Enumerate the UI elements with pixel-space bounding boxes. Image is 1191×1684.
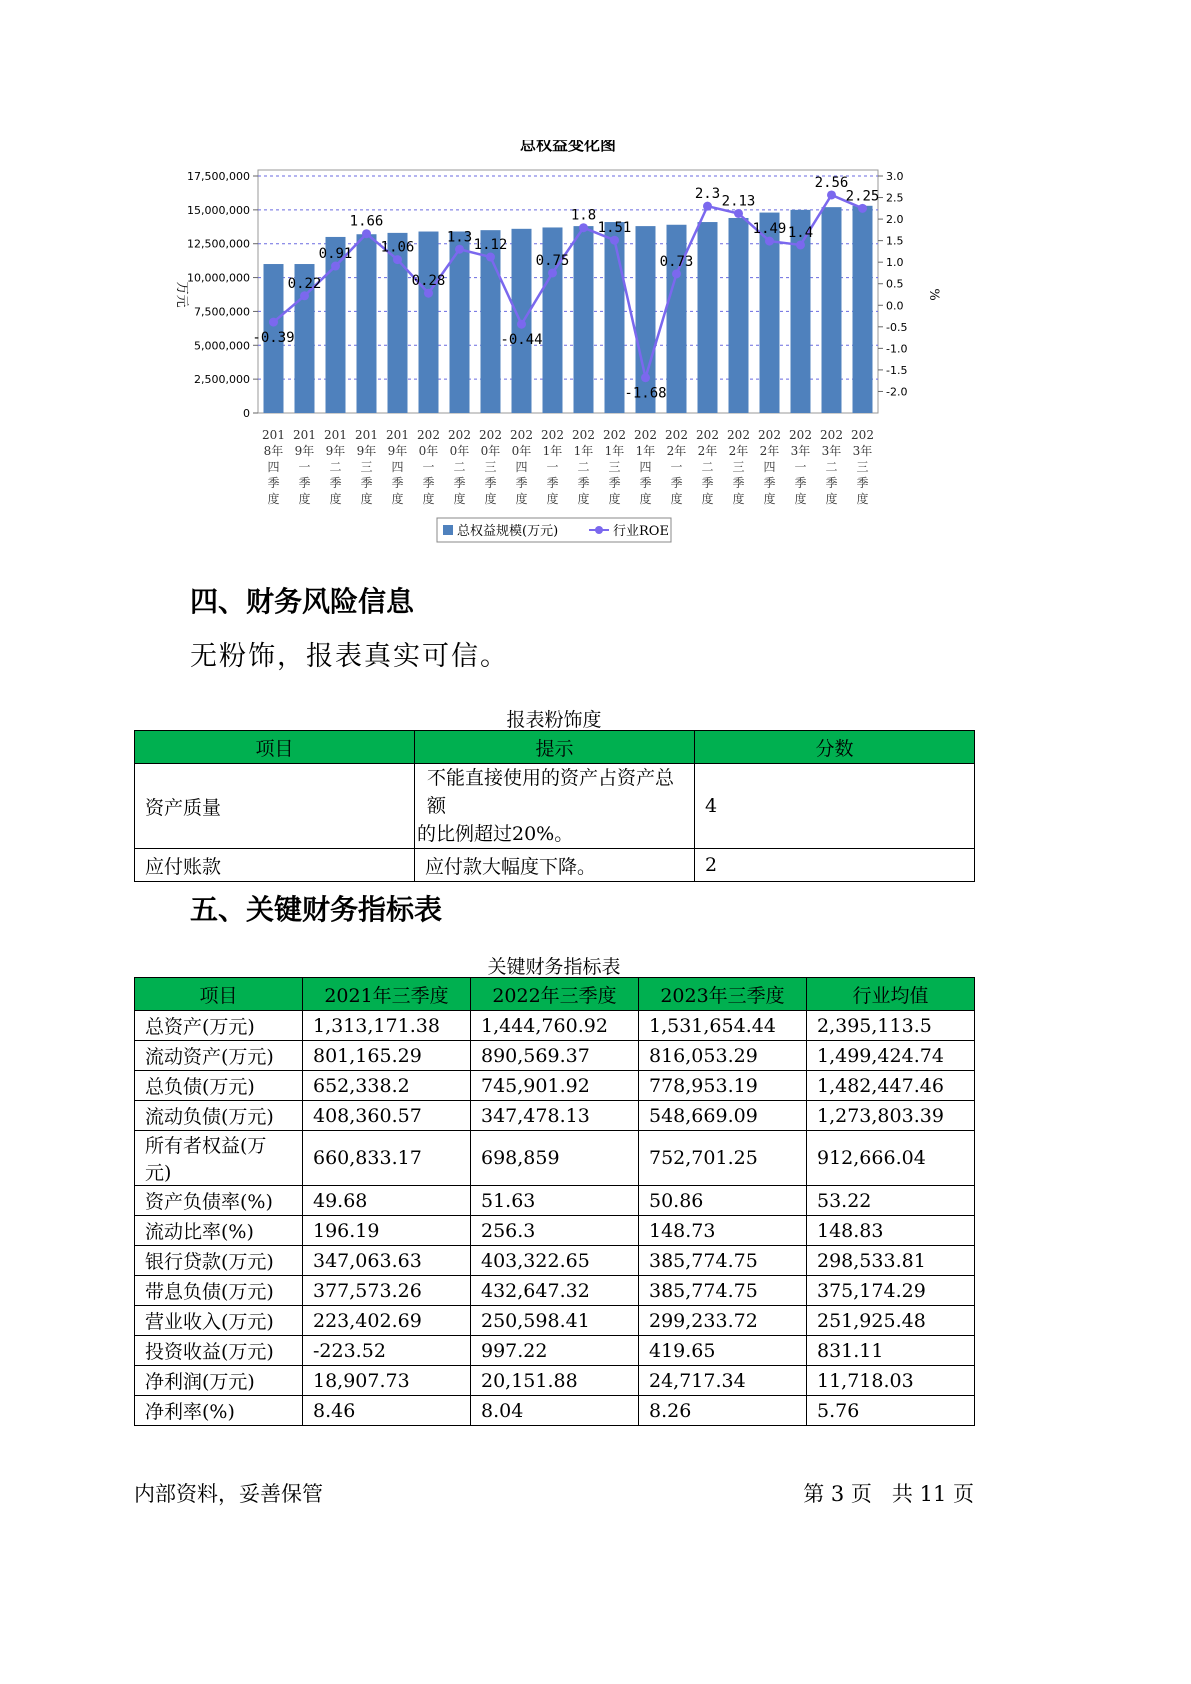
table-cell: 223,402.69 bbox=[303, 1306, 471, 1336]
roe-data-label: 2.25 bbox=[845, 188, 880, 205]
table-cell: 流动资产(万元) bbox=[135, 1041, 303, 1071]
legend-bar-swatch bbox=[443, 525, 453, 535]
roe-point bbox=[672, 269, 681, 278]
table-cell: 8.26 bbox=[639, 1396, 807, 1426]
table-cell: 385,774.75 bbox=[639, 1246, 807, 1276]
x-tick-label: 202 0年二季度 bbox=[448, 428, 471, 506]
table-cell: 419.65 bbox=[639, 1336, 807, 1366]
risk-table-caption: 报表粉饰度 bbox=[506, 709, 602, 731]
table-cell: 流动比率(%) bbox=[135, 1216, 303, 1246]
table-cell: 660,833.17 bbox=[303, 1131, 471, 1186]
bar bbox=[698, 222, 718, 413]
roe-point bbox=[858, 204, 867, 213]
plot-area bbox=[258, 170, 878, 413]
table-cell: 50.86 bbox=[639, 1186, 807, 1216]
roe-point bbox=[486, 253, 495, 262]
roe-data-label: 1.4 bbox=[787, 224, 814, 241]
header-cell: 分数 bbox=[695, 731, 975, 764]
roe-data-label: 1.8 bbox=[570, 207, 597, 224]
bar bbox=[853, 206, 873, 413]
table-cell: 53.22 bbox=[807, 1186, 975, 1216]
y-axis-label: 万元 bbox=[174, 281, 189, 308]
footer-page-number: 第 3 页 共 11 页 bbox=[803, 1482, 974, 1506]
table-row bbox=[135, 1041, 975, 1071]
footer-left: 内部资料，妥善保管 bbox=[134, 1482, 323, 1506]
section4-paragraph: 无粉饰，报表真实可信。 bbox=[190, 641, 509, 672]
kpi-table-caption: 关键财务指标表 bbox=[487, 956, 621, 978]
y-tick-label: 10,000,000 bbox=[187, 271, 250, 285]
table-cell: 403,322.65 bbox=[471, 1246, 639, 1276]
bar bbox=[419, 232, 439, 413]
table-cell: 2,395,113.5 bbox=[807, 1011, 975, 1041]
table-cell: 377,573.26 bbox=[303, 1276, 471, 1306]
roe-point bbox=[424, 289, 433, 298]
risk-table bbox=[134, 730, 975, 882]
y-tick-label: 2,500,000 bbox=[194, 373, 250, 387]
table-row bbox=[135, 1131, 975, 1186]
roe-point bbox=[579, 223, 588, 232]
table-cell: 8.46 bbox=[303, 1396, 471, 1426]
roe-point bbox=[269, 318, 278, 327]
roe-data-label: 1.06 bbox=[380, 239, 415, 256]
header-cell: 2022年三季度 bbox=[471, 978, 639, 1011]
kpi-table bbox=[134, 977, 975, 1426]
table-cell: 4 bbox=[695, 764, 975, 849]
table-cell: 总负债(万元) bbox=[135, 1071, 303, 1101]
x-tick-label: 202 2年三季度 bbox=[727, 428, 750, 506]
roe-data-label: 2.56 bbox=[814, 174, 849, 191]
table-row bbox=[135, 1216, 975, 1246]
y2-tick-label: -1.5 bbox=[886, 363, 908, 377]
table-cell: 752,701.25 bbox=[639, 1131, 807, 1186]
x-tick-label: 201 9年一季度 bbox=[293, 428, 316, 506]
table-cell: 应付款大幅度下降。 bbox=[415, 849, 695, 882]
table-cell: 385,774.75 bbox=[639, 1276, 807, 1306]
table-row bbox=[135, 849, 975, 882]
table-cell: 24,717.34 bbox=[639, 1366, 807, 1396]
bar bbox=[729, 218, 749, 413]
table-cell: 带息负债(万元) bbox=[135, 1276, 303, 1306]
roe-data-label: 2.3 bbox=[694, 186, 721, 203]
equity-chart-svg bbox=[170, 140, 1040, 600]
bar bbox=[357, 234, 377, 413]
table-cell: 652,338.2 bbox=[303, 1071, 471, 1101]
bar bbox=[574, 226, 594, 413]
roe-point bbox=[765, 237, 774, 246]
kpi-table-header bbox=[135, 978, 975, 1011]
table-cell: 997.22 bbox=[471, 1336, 639, 1366]
table-cell: 5.76 bbox=[807, 1396, 975, 1426]
table-cell: 49.68 bbox=[303, 1186, 471, 1216]
x-tick-label: 202 0年三季度 bbox=[479, 428, 502, 506]
table-row bbox=[135, 1306, 975, 1336]
table-cell: 8.04 bbox=[471, 1396, 639, 1426]
table-cell: 银行贷款(万元) bbox=[135, 1246, 303, 1276]
equity-chart bbox=[170, 140, 1040, 600]
y2-axis-label: % bbox=[926, 288, 941, 301]
table-cell: 1,273,803.39 bbox=[807, 1101, 975, 1131]
table-cell: 应付账款 bbox=[135, 849, 415, 882]
hint-line: 的比例超过20%。 bbox=[417, 823, 574, 845]
table-cell: 778,953.19 bbox=[639, 1071, 807, 1101]
table-cell: 资产负债率(%) bbox=[135, 1186, 303, 1216]
table-row bbox=[135, 1336, 975, 1366]
table-cell: 890,569.37 bbox=[471, 1041, 639, 1071]
roe-point bbox=[300, 291, 309, 300]
table-row bbox=[135, 1276, 975, 1306]
table-cell: 375,174.29 bbox=[807, 1276, 975, 1306]
table-cell: 51.63 bbox=[471, 1186, 639, 1216]
table-cell: 831.11 bbox=[807, 1336, 975, 1366]
x-tick-label: 201 9年三季度 bbox=[355, 428, 378, 506]
x-tick-label: 202 3年一季度 bbox=[789, 428, 812, 506]
legend-line-label: 行业ROE bbox=[613, 524, 669, 539]
y2-tick-label: 0.5 bbox=[886, 277, 904, 291]
table-cell: 148.73 bbox=[639, 1216, 807, 1246]
y2-tick-label: 3.0 bbox=[886, 170, 904, 183]
y2-tick-label: 2.5 bbox=[886, 191, 904, 205]
table-cell: 912,666.04 bbox=[807, 1131, 975, 1186]
section5-heading: 五、关键财务指标表 bbox=[190, 893, 443, 926]
legend-bar-label: 总权益规模(万元) bbox=[457, 524, 559, 539]
y2-tick-label: 1.5 bbox=[886, 234, 904, 248]
roe-point bbox=[362, 229, 371, 238]
roe-data-label: 0.28 bbox=[411, 273, 446, 290]
roe-point bbox=[455, 245, 464, 254]
roe-data-label: -0.44 bbox=[500, 332, 543, 349]
roe-data-label: 0.73 bbox=[659, 253, 694, 270]
roe-data-label: -0.39 bbox=[252, 330, 295, 347]
table-cell: 298,533.81 bbox=[807, 1246, 975, 1276]
table-cell: 18,907.73 bbox=[303, 1366, 471, 1396]
table-cell: 1,499,424.74 bbox=[807, 1041, 975, 1071]
table-cell: 196.19 bbox=[303, 1216, 471, 1246]
roe-point bbox=[610, 236, 619, 245]
roe-data-label: 1.12 bbox=[473, 237, 508, 254]
roe-point bbox=[517, 320, 526, 329]
x-tick-label: 202 0年一季度 bbox=[417, 428, 440, 506]
roe-data-label: 1.51 bbox=[597, 220, 632, 237]
table-cell: 745,901.92 bbox=[471, 1071, 639, 1101]
x-tick-label: 201 9年二季度 bbox=[324, 428, 347, 506]
table-cell: 347,063.63 bbox=[303, 1246, 471, 1276]
x-tick-label: 202 1年四季度 bbox=[634, 428, 657, 506]
bar bbox=[605, 222, 625, 413]
roe-data-label: 1.3 bbox=[446, 229, 473, 246]
table-cell: 432,647.32 bbox=[471, 1276, 639, 1306]
roe-data-label: 1.49 bbox=[752, 221, 787, 238]
x-tick-label: 201 9年四季度 bbox=[386, 428, 409, 506]
table-cell: 营业收入(万元) bbox=[135, 1306, 303, 1336]
table-cell: 净利率(%) bbox=[135, 1396, 303, 1426]
y-tick-label: 5,000,000 bbox=[194, 339, 250, 353]
table-row bbox=[135, 1396, 975, 1426]
roe-point bbox=[734, 209, 743, 218]
y2-tick-label: -2.0 bbox=[886, 385, 908, 399]
table-cell: 总资产(万元) bbox=[135, 1011, 303, 1041]
table-cell: 801,165.29 bbox=[303, 1041, 471, 1071]
table-cell: 资产质量 bbox=[135, 764, 415, 849]
roe-point bbox=[548, 268, 557, 277]
y-tick-label: 7,500,000 bbox=[194, 305, 250, 319]
hint-line: 不能直接使用的资产占资产总额 bbox=[427, 767, 675, 817]
table-cell bbox=[415, 764, 695, 849]
roe-data-label: 1.66 bbox=[349, 213, 384, 230]
y-tick-label: 17,500,000 bbox=[187, 170, 250, 183]
x-tick-label: 202 1年二季度 bbox=[572, 428, 595, 506]
table-cell: 816,053.29 bbox=[639, 1041, 807, 1071]
table-cell: 11,718.03 bbox=[807, 1366, 975, 1396]
table-row bbox=[135, 1071, 975, 1101]
table-row bbox=[135, 1101, 975, 1131]
risk-table-header bbox=[135, 731, 975, 764]
roe-point bbox=[641, 373, 650, 382]
roe-data-label: 0.75 bbox=[535, 252, 570, 269]
y2-tick-label: 2.0 bbox=[886, 213, 904, 227]
x-tick-label: 201 8年四季度 bbox=[262, 428, 285, 506]
header-cell: 项目 bbox=[135, 978, 303, 1011]
chart-title: 总权益变化图 bbox=[519, 140, 617, 154]
table-cell: 251,925.48 bbox=[807, 1306, 975, 1336]
table-cell: 流动负债(万元) bbox=[135, 1101, 303, 1131]
y2-tick-label: -0.5 bbox=[886, 320, 908, 334]
roe-point bbox=[331, 262, 340, 271]
table-cell: 299,233.72 bbox=[639, 1306, 807, 1336]
x-tick-label: 202 1年一季度 bbox=[541, 428, 564, 506]
table-cell: 347,478.13 bbox=[471, 1101, 639, 1131]
table-cell: 1,482,447.46 bbox=[807, 1071, 975, 1101]
table-cell: 投资收益(万元) bbox=[135, 1336, 303, 1366]
table-row bbox=[135, 1186, 975, 1216]
table-cell: 20,151.88 bbox=[471, 1366, 639, 1396]
y2-tick-label: 1.0 bbox=[886, 256, 904, 270]
table-cell: 1,444,760.92 bbox=[471, 1011, 639, 1041]
roe-point bbox=[393, 255, 402, 264]
table-cell: 256.3 bbox=[471, 1216, 639, 1246]
header-cell: 行业均值 bbox=[807, 978, 975, 1011]
roe-point bbox=[796, 240, 805, 249]
table-row bbox=[135, 1366, 975, 1396]
x-tick-label: 202 3年二季度 bbox=[820, 428, 843, 506]
x-tick-label: 202 1年三季度 bbox=[603, 428, 626, 506]
header-cell: 项目 bbox=[135, 731, 415, 764]
header-cell: 2021年三季度 bbox=[303, 978, 471, 1011]
roe-data-label: 0.22 bbox=[287, 275, 322, 292]
roe-data-label: 0.91 bbox=[318, 246, 353, 263]
table-cell: 548,669.09 bbox=[639, 1101, 807, 1131]
y2-tick-label: 0.0 bbox=[886, 299, 904, 313]
table-row bbox=[135, 1246, 975, 1276]
table-cell: 净利润(万元) bbox=[135, 1366, 303, 1396]
x-tick-label: 202 2年一季度 bbox=[665, 428, 688, 506]
x-tick-label: 202 3年三季度 bbox=[851, 428, 874, 506]
table-row bbox=[135, 764, 975, 849]
table-cell: 2 bbox=[695, 849, 975, 882]
legend-line-marker bbox=[595, 526, 603, 534]
table-cell: 1,313,171.38 bbox=[303, 1011, 471, 1041]
bar bbox=[822, 207, 842, 413]
table-cell: 698,859 bbox=[471, 1131, 639, 1186]
section4-heading: 四、财务风险信息 bbox=[190, 585, 415, 618]
y-tick-label: 12,500,000 bbox=[187, 237, 250, 251]
x-tick-label: 202 0年四季度 bbox=[510, 428, 533, 506]
x-tick-label: 202 2年四季度 bbox=[758, 428, 781, 506]
x-tick-label: 202 2年二季度 bbox=[696, 428, 719, 506]
roe-point bbox=[703, 202, 712, 211]
y-tick-label: 0 bbox=[243, 407, 250, 420]
table-cell: 1,531,654.44 bbox=[639, 1011, 807, 1041]
y2-tick-label: -1.0 bbox=[886, 342, 908, 356]
table-cell: 408,360.57 bbox=[303, 1101, 471, 1131]
table-cell: 250,598.41 bbox=[471, 1306, 639, 1336]
y-tick-label: 15,000,000 bbox=[187, 203, 250, 217]
header-cell: 提示 bbox=[415, 731, 695, 764]
table-cell: -223.52 bbox=[303, 1336, 471, 1366]
roe-data-label: 2.13 bbox=[721, 193, 756, 210]
table-cell: 所有者权益(万元) bbox=[135, 1131, 303, 1186]
table-row bbox=[135, 1011, 975, 1041]
roe-point bbox=[827, 190, 836, 199]
roe-data-label: -1.68 bbox=[624, 385, 667, 402]
header-cell: 2023年三季度 bbox=[639, 978, 807, 1011]
table-cell: 148.83 bbox=[807, 1216, 975, 1246]
